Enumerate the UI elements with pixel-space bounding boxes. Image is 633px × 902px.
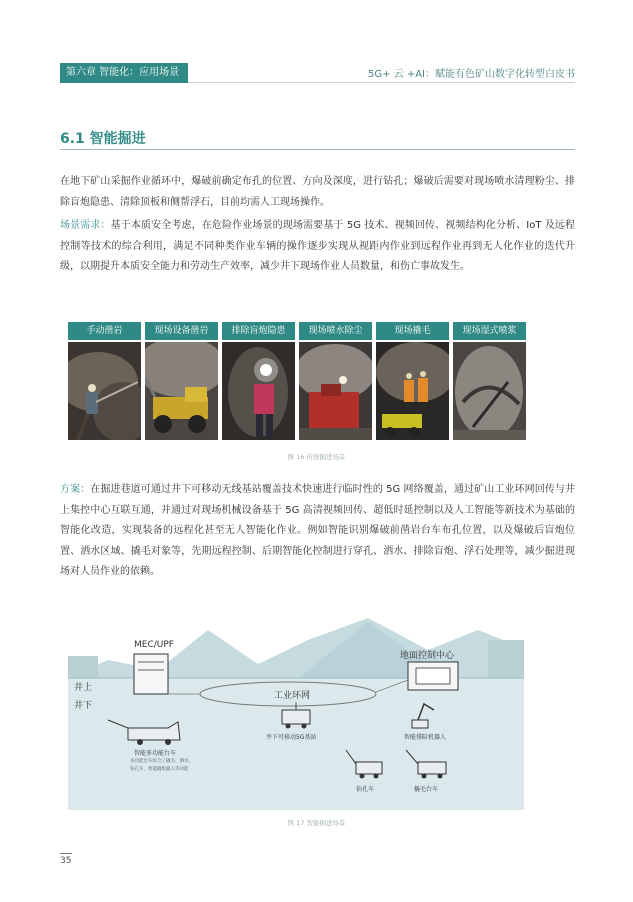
scenario-requirement-lead: 场景需求：: [60, 220, 111, 231]
chapter-label: 第六章 智能化：应用场景: [60, 63, 188, 83]
figure-17-caption: 图 17 智能掘进场景: [287, 819, 346, 827]
diagram-background: [68, 600, 524, 810]
photo-caption: 现场湿式喷浆: [453, 322, 526, 340]
solution-body: 在掘进巷道可通过井下可移动无线基站覆盖技术快速进行临时性的 5G 网络覆盖，通过矿山工业环网回传与井上集控中心互联互通，并通过对现场机械设备基于 5G 高清视频回传、超低时延控制以及人工智能等新技术为基础的智能化改造，实现装备的远程化甚至无人智能化作业。例如智能识别爆破前凿岩台车布孔位置，以及爆破后盲炮位置、洒水区域、撬毛对象等，先期远程控制、后期智能化控制进行穿孔、洒水、排除盲炮、浮石处理等，减少掘进现场对人员作业的依赖。: [60, 484, 576, 577]
mec-upf-label: MEC/UPF: [134, 640, 174, 650]
solution-lead: 方案：: [60, 484, 91, 495]
page-number-rule: [60, 853, 72, 854]
drill-rig-note-2: 钻孔车、智能撬机器人等功能: [130, 767, 189, 772]
scenario-requirement-paragraph: [60, 216, 575, 278]
photo-caption: 现场喷水除尘: [299, 322, 372, 340]
section-title: 6.1 智能掘进: [60, 131, 146, 147]
page-number: 35: [60, 856, 72, 866]
photo-caption: 排除盲炮隐患: [222, 322, 295, 340]
scenario-requirement-body: 基于本质安全考虑，在危险作业场景的现场需要基于 5G 技术、视频回传、视频结构化分析、IoT 及远程控制等技术的综合利用，满足不同种类作业车辆的操作逐步实现从视距内作业到远程作业再到无人化作业的迭代升级，以期提升本质安全能力和劳动生产效率，减少井下现场作业人员数量，和伤亡事故发生。: [60, 220, 576, 272]
traditional-tunneling-photos: [68, 322, 524, 440]
photo-misfire-removal: [222, 322, 295, 440]
document-title: 5G+ 云 +AI：赋能有色矿山数字化转型白皮书: [367, 69, 575, 80]
photo-caption: 现场设备凿岩: [145, 322, 218, 340]
figure-16-caption: 图 16 传统掘进场景: [287, 453, 346, 461]
photo-image: [299, 342, 372, 440]
photo-caption: 手动凿岩: [68, 322, 141, 340]
drill-rig-label: 智能多功能台车: [134, 750, 177, 757]
photo-water-spray-dust: [299, 322, 372, 440]
industrial-ring-label: 工业环网: [274, 691, 311, 701]
photo-image: [145, 342, 218, 440]
drill-rig-note-1: 多功能台车综合了撬毛、洒水、: [130, 759, 193, 764]
photo-wet-shotcrete: [453, 322, 526, 440]
smart-tunneling-diagram: [68, 600, 524, 810]
intro-paragraph: 在地下矿山采掘作业循环中，爆破前确定布孔的位置、方向及深度，进行钻孔；爆破后需要对现场喷水清理粉尘、排除盲炮隐患、清除顶板和侧帮浮石，目前均需人工现场操作。: [60, 176, 575, 208]
solution-paragraph: [60, 480, 575, 583]
photo-caption: 现场撬毛: [376, 322, 449, 340]
photo-scaling: [376, 322, 449, 440]
robot-label: 智能排险机器人: [404, 734, 447, 741]
control-center-label: 地面控制中心: [400, 651, 455, 661]
photo-image: [376, 342, 449, 440]
photo-image: [68, 342, 141, 440]
photo-equipment-drilling: [145, 322, 218, 440]
drill-car-label: 钻孔车: [356, 786, 375, 793]
underground-label: 井下: [74, 701, 93, 711]
page-header: [60, 63, 575, 83]
mobile-base-station-label: 井下可移动5G基站: [266, 734, 317, 741]
photo-image: [453, 342, 526, 440]
section-divider: [60, 149, 575, 150]
photo-manual-drilling: [68, 322, 141, 440]
above-ground-label: 井上: [74, 683, 93, 693]
photo-image: [222, 342, 295, 440]
scaler-label: 撬毛台车: [414, 786, 439, 793]
